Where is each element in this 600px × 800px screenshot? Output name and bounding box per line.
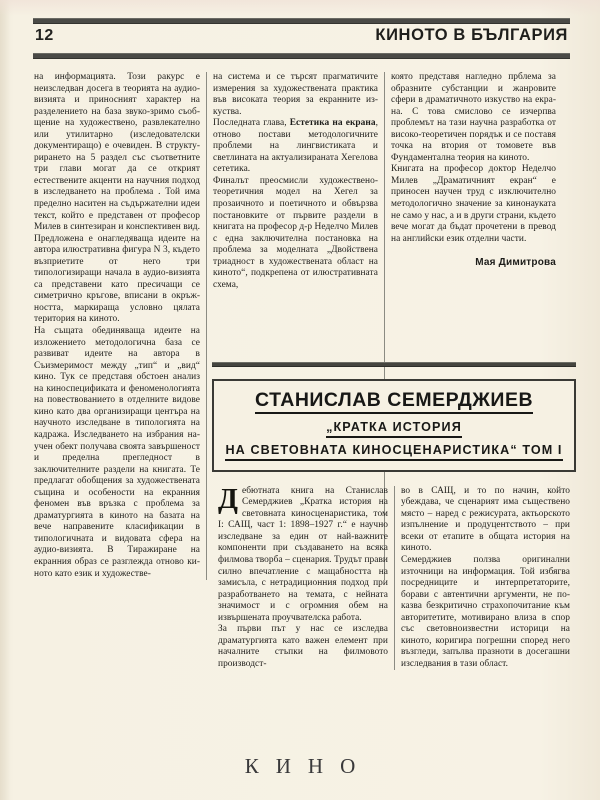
paragraph: Последната глава, Естетика на екрана, отново постави методологичните проблеми на лингвистиката и светлината на актуализираната Хегелова сететика. [213,118,378,175]
paragraph: на информацията. Този ракурс е неизследван досега в теорията на аудио-визията и приносният характер на разделението на база звуко-зримо съобщение на художествено, развлекателно или утилитарно (изследователски документиращо) е очевиден. В структурирането на 5 раздел със съответните три глави могат да се открият естествените акценти на научния подход в изследването на проблема . Той има пределно наситен на съдържателни идеи текст, който е представен от професор Милев в синтезиран и конспективен вид. Предложена е онагледяваща идеите на автора илюстративна фигура N 3, където възприетите от него три типологизиращи начала в аудио-визията са представени като пресичащи се симетрично кръгове, вписани в окръжността, маркираща условно цялата територия на киното. [34,72,200,325]
paragraph: Финалът преосмисли художествено-теоретичния модел на Хегел за прозаичното и поетичното и обвързва постановките от първите раздели в книгата на професор д-р Неделчо Милев с една заключителна постановка на проблема за моделната „Двойствена триадност в художествената област на киното“, подкрепена от илюстративната схема, [213,175,378,290]
lower-column-2 [394,486,576,671]
lower-article [212,362,576,670]
lower-article-headline-box [212,379,576,472]
page-number: 12 [35,27,54,44]
footer-masthead: КИНО [244,754,373,778]
masthead-rule-bottom [33,53,570,59]
paragraph: на система и се търсят прагматичите измерения за художествената практика във високата теория за екранните изкуства. [213,72,378,117]
upper-column-1 [28,72,206,580]
headline-title-line1: „КРАТКА ИСТОРИЯ [326,421,462,438]
lower-column-1 [212,482,394,671]
masthead-row [33,24,570,53]
drop-cap: Д [218,482,239,515]
lower-article-columns [212,482,576,671]
paragraph-with-dropcap [218,482,388,625]
paragraph-text: ебютната книга на Станислав Семерджиев „Кратка история на световната киносценаристика, том I: САЩ, част 1: 1898–1927 г.“ е научно изследване за един от най-важните компоненти при създаването на всяка филмова творба – сценария. Трудът прави силно впечатление с мащабността на замисъла, с нетрадиционния подход при разработването на темата, с нейната значимост и с огромния обем на извършената проучвателска работа. [218,485,388,623]
headline-title-line2: НА СВЕТОВНАТА КИНОСЦЕНАРИСТИКА“ ТОМ I [225,444,562,461]
article-byline: Мая Димитрова [475,257,556,269]
lower-article-rule [212,362,576,367]
paragraph: во в САЩ, и то по начин, който убеждава, че сценарият има съществено място – наред с режисурата, актьорското изпълнение и продуцентството – при всеки от етапите в общата история на киното. [401,485,570,554]
paragraph: Семерджиев ползва оригинални източници на информация. Той избягва посредниците и интерпретаторите, борави с автентични аргументи, не показва безкритично страхопочитание към авторитетите, мотивирано влиза в спор със световноизвестни историци на киното, коригира погрешни според него възгледи, запълва празноти в досегашни изследвания в тази област. [401,555,570,669]
section-title: КИНОТО В БЪЛГАРИЯ [375,26,568,44]
paragraph: която представя нагледно прблема за образните субстанции и жанровите сфери в драматичното изкуство на екрана. С това смислово се изчерпва проблемът на тази научна разработка от високо-теоретичен порядък и се поставя точка на втория от томовете във Фундаментална теория на киното. [391,72,556,163]
paragraph: На същата обединяваща идеите на изложението методологична база се развиват идеите на автора в Съизмеримост между „тип“ и „вид“ кино. Тук се представя обстоен анализ на киноспецификата и феноменологията на повествованието в отделните видове кино като два организиращи центъра на научното изследване в типологията на кадража. Изследването на избрания научен обект получава своята завършеност и пределна прегледност в заключителните раздели на книгата. Те предлагат обобщения за художествената същина и особености на екранния феномен във връзка с проблема за драматургията в киното на базата на вече направените класификации в типологичната и видовата сфера на аудио-визията. В Тиражиране на екранния образ се разглежда отново киното като език и художестве- [34,326,200,579]
headline-author: СТАНИСЛАВ СЕМЕРДЖИЕВ [255,390,533,414]
paragraph: Книгата на професор доктор Неделчо Милев „Драматичният екран“ е приносен научен труд с изключително методологично значение за кинонауката не само у нас, а и в други страни, където вече могат да бъдат прочетени в превод на английски език отделни части. [391,164,556,244]
page-masthead [33,18,570,59]
paragraph: За първи път у нас се изследва драматургията като важен елемент при началните стъпки на филмовото производст- [218,624,388,669]
